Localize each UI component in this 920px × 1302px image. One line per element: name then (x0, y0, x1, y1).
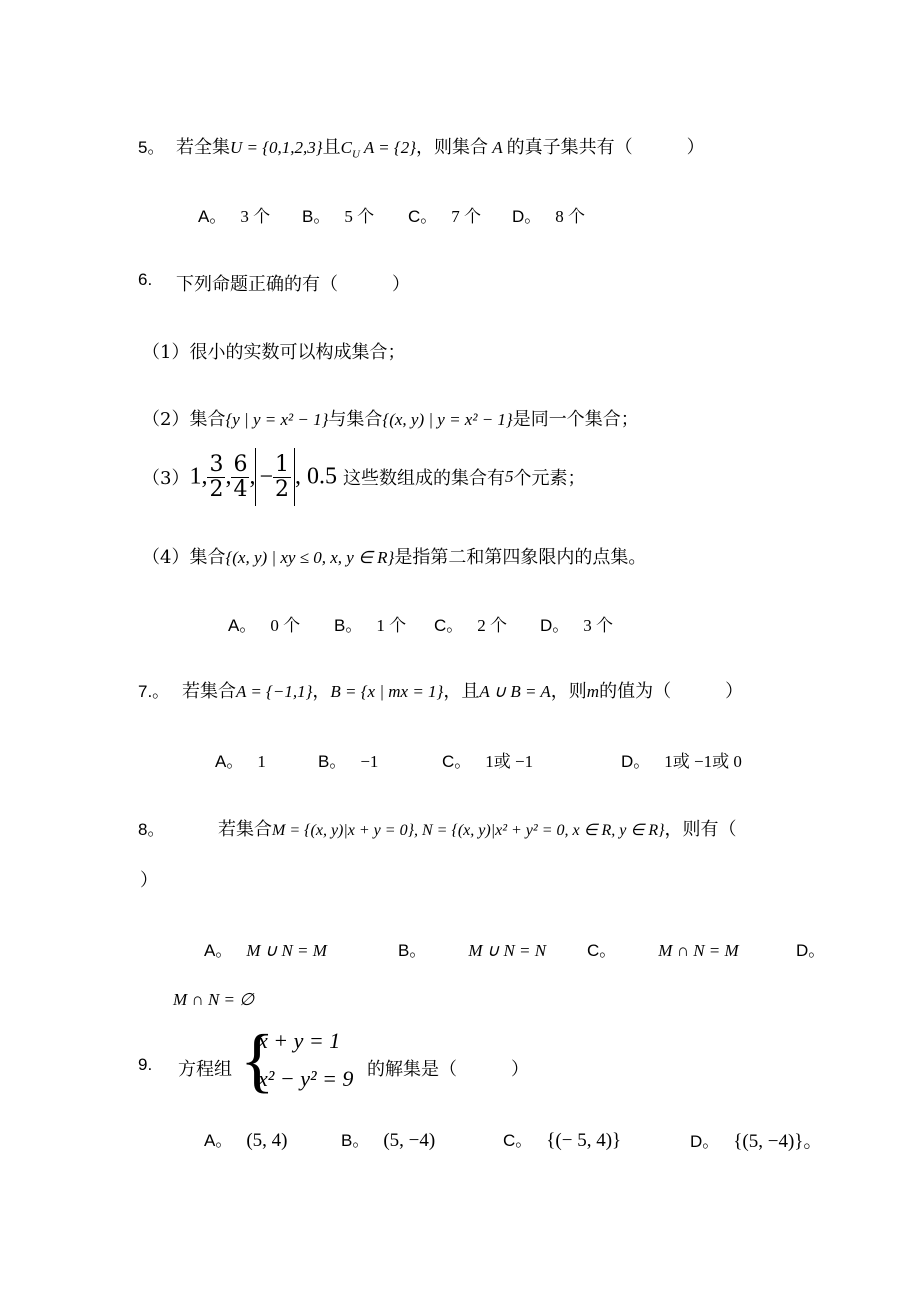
system-equation-1: x + y = 1 (258, 1028, 341, 1053)
q7-option-c[interactable]: C。 1或 −1 (442, 752, 534, 771)
q8-option-d-label[interactable]: D。 (796, 941, 826, 960)
q5-math-2-sub: U (351, 148, 360, 161)
q5-math-3: A = {2} (359, 138, 416, 157)
q7-option-b[interactable]: B。 −1 (318, 752, 379, 771)
question-5-number: 5。 (138, 138, 165, 157)
q8-option-a[interactable]: A。 M ∪ N = M (204, 941, 327, 960)
q9-option-b[interactable]: B。 (5, −4) (341, 1130, 436, 1151)
fraction-1-2: $\frac{1}{2}$ (275, 452, 289, 502)
q8-option-b[interactable]: B。 M ∪ N = N (398, 941, 547, 960)
q5-math-2: C (340, 138, 352, 157)
q6-option-b[interactable]: B。 1 个 (334, 616, 407, 635)
system-equation-2: x² − y² = 9 (258, 1066, 354, 1091)
q9-option-a[interactable]: A。 (5, 4) (204, 1130, 288, 1151)
q6-option-c[interactable]: C。 2 个 (434, 616, 508, 635)
q7-option-d[interactable]: D。 1或 −1或 0 (621, 752, 742, 771)
q9-option-c[interactable]: C。 {(− 5, 4)} (503, 1130, 622, 1151)
q8-option-c[interactable]: C。 M ∩ N = M (587, 941, 739, 960)
question-8-number: 8。 (138, 820, 165, 839)
q5-option-d[interactable]: D。 8 个 (512, 207, 586, 226)
q5-text-3: ，则集合 (416, 137, 488, 158)
q6-statement-4: （4）集合{(x, y) | xy ≤ 0, x, y ∈ R}是指第二和第四象限内的点集。 (142, 547, 647, 568)
fraction-6-4: $\frac{6}{4}$ (233, 452, 248, 502)
absolute-value: − $\frac{1}{2}$ (255, 448, 295, 506)
q5-option-b[interactable]: B。 5 个 (302, 207, 375, 226)
q6-option-d[interactable]: D。 3 个 (540, 616, 614, 635)
q6-statement-2: （2）集合{y | y = x² − 1}与集合{(x, y) | y = x² − 1}是同一个集合； (142, 409, 639, 430)
q5-text-1: 若全集 (176, 137, 230, 158)
question-9-number: 9. (138, 1055, 153, 1074)
q7-option-a[interactable]: A。 1 (215, 752, 266, 771)
q8-option-d-value[interactable]: M ∩ N = ∅ (173, 990, 255, 1009)
q9-option-d[interactable]: D。 {(5, −4)}。 (690, 1131, 823, 1152)
q5-text-2: 且 (322, 137, 341, 158)
q6-stem-text: 下列命题正确的有（ ） (176, 274, 410, 295)
q6-statement-1: （1）很小的实数可以构成集合； (142, 342, 406, 363)
q5-option-a[interactable]: A。 3 个 (198, 207, 271, 226)
q5-math-1: U = {0,1,2,3} (230, 138, 323, 157)
system-brace: { (240, 1020, 275, 1100)
question-7-number: 7.。 (138, 682, 170, 701)
q6-option-a[interactable]: A。 0 个 (228, 616, 301, 635)
q6-statement-3: （3）1, $\frac{3}{2}$ , $\frac{6}{4}$ , − $\frac{1}{2}$ , 0.5 这些数组成的集合有5个元素； (142, 448, 920, 514)
q5-option-c[interactable]: C。 7 个 (408, 207, 482, 226)
q8-stem-close: ） (140, 870, 158, 891)
q5-text-4: 的真子集共有（ ） (506, 137, 705, 158)
fraction-3-2: $\frac{3}{2}$ (209, 452, 224, 502)
question-6-number: 6. (138, 270, 153, 289)
q5-math-4: A (488, 138, 507, 157)
